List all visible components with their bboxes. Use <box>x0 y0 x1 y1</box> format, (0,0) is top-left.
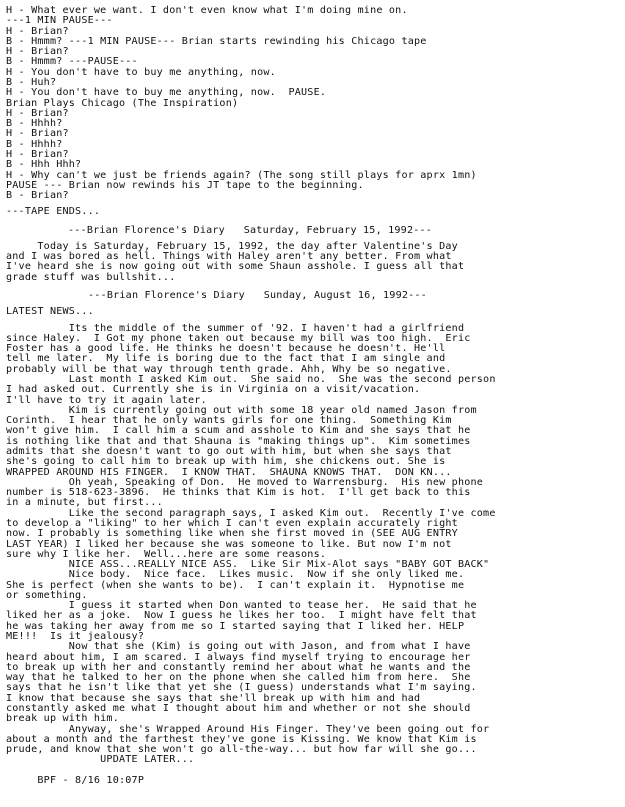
diary-entry-august <box>6 291 619 786</box>
transcript-line: H - What ever we want. I don't even know what I'm doing mine on. <box>6 5 408 16</box>
signature: BPF - 8/16 10:07P <box>6 774 145 786</box>
entry-paragraph: NICE ASS...REALLY NICE ASS. Like Sir Mix-Alot says "BABY GOT BACK" Nice body. Nice face. Likes music. Now if she only liked me. She is perfect (when she wants to be). I can't explain it. Hypnotise me or something. <box>6 559 490 601</box>
transcript-line: B - Huh? <box>6 76 57 88</box>
entry-paragraph: Kim is currently going out with some 18 year old named Jason from Corinth. I hear that he only wants girls for one thing. Something Kim won't give him. I call him a scum and asshole to Kim and she says that he is nothing like that and that Shauna is "making things up". Kim sometimes admits that she doesn't want to go out with him, but when she says that she's going to call him to break up with him, she chickens out. She is WRAPPED AROUND HIS FINGER. I KNOW THAT. SHAUNA KNOWS THAT. DON KN... <box>6 404 477 478</box>
entry-header: ---Brian Florence's Diary Sunday, August 16, 1992--- <box>88 290 427 302</box>
entry-paragraph: Like the second paragraph says, I asked Kim out. Recently I've come to develop a "liking" to her which I can't even explain accurately right now. I probably is something like when she first moved in (SEE AUG ENTRY LAST YEAR) I liked her because she was someone to like. But now I'm not sure why I like her. Well...here are some reasons. <box>6 507 496 560</box>
transcript-line: B - Hmmm? ---1 MIN PAUSE--- Brian starts rewinding his Chicago tape <box>6 35 427 47</box>
transcript-line: B - Brian? <box>6 190 69 202</box>
entry-paragraph: Now that she (Kim) is going out with Jason, and from what I have heard about him, I am scared. I always find myself trying to encourage her to break up with her and constantly remind her about what he wants and the way that he talked to her on the phone when she called him from here. She says that he isn't like that yet she (I guess) understands what I'm saying. I know that because she says that she'll break up with him and had constantly asked me what I thought about him and whether or not she should break up with him. <box>6 641 477 725</box>
entry-paragraph: Today is Saturday, February 15, 1992, the day after Valentine's Day and I was bored as hell. Things with Haley aren't any better. From what I've heard she is now going out with some Shaun asshole. I guess all that grade stuff was bullshit... <box>6 240 465 283</box>
transcript-line: B - Hmmm? ---PAUSE--- <box>6 56 138 68</box>
transcript-line: H - Brian? <box>6 148 69 160</box>
transcript-line: B - Hhh Hhh? <box>6 159 82 171</box>
transcript-line: ---1 MIN PAUSE--- <box>6 15 113 27</box>
transcript-line: H - Why can't we just be friends again? (The song still plays for aprx 1mn) <box>6 169 477 181</box>
latest-news-heading: LATEST NEWS... <box>6 306 94 318</box>
transcript-line: B - Hhhh? <box>6 138 63 150</box>
entry-header: ---Brian Florence's Diary Saturday, February 15, 1992--- <box>68 224 433 236</box>
entry-paragraph: Last month I asked Kim out. She said no. She was the second person I had asked out. Currently she is in Virginia on a visit/vacation. I'll have to try it again later. <box>6 374 496 406</box>
transcript-line: H - You don't have to buy me anything, now. PAUSE. <box>6 87 327 99</box>
entry-paragraph: Oh yeah, Speaking of Don. He moved to Warrensburg. His new phone number is 518-623-3896. He thinks that Kim is hot. I'll get back to this in a minute, but first... <box>6 476 484 509</box>
entry-paragraph: Anyway, she's Wrapped Around His Finger. They've been going out for about a month and the farthest they've gone is Kissing. We know that Kim is prude, and know that she won't go all-the-way... but how far will she go... UPDATE LATER... <box>6 723 490 766</box>
transcript-line: H - Brian? <box>6 25 69 37</box>
diary-entry-february <box>6 226 619 283</box>
transcript-section <box>6 6 619 218</box>
transcript-line: H - Brian? <box>6 107 69 119</box>
transcript-line: H - Brian? <box>6 128 69 140</box>
transcript-line: PAUSE --- Brian now rewinds his JT tape to the beginning. <box>6 179 364 191</box>
transcript-line: B - Hhhh? <box>6 118 63 130</box>
entry-paragraph: I guess it started when Don wanted to tease her. He said that he liked her as a joke. Now I guess he likes her too. I might have felt that he was taking her away from me so I started saying that I liked her. HELP ME!!! Is it jealousy? <box>6 600 477 643</box>
transcript-line: H - You don't have to buy me anything, now. <box>6 66 276 78</box>
transcript-line: Brian Plays Chicago (The Inspiration) <box>6 97 239 109</box>
tape-ends-marker: ---TAPE ENDS... <box>6 206 101 218</box>
entry-paragraph: Its the middle of the summer of '92. I haven't had a girlfriend since Haley. I Got my phone taken out because my bill was too high. Eric Foster has a good life. He thinks he doesn't because he doesn't. He'll tell me later. My life is boring due to the fact that I am single and probably will be that way through tenth grade. Ahh, Why be so negative. <box>6 322 471 375</box>
transcript-line: H - Brian? <box>6 46 69 58</box>
